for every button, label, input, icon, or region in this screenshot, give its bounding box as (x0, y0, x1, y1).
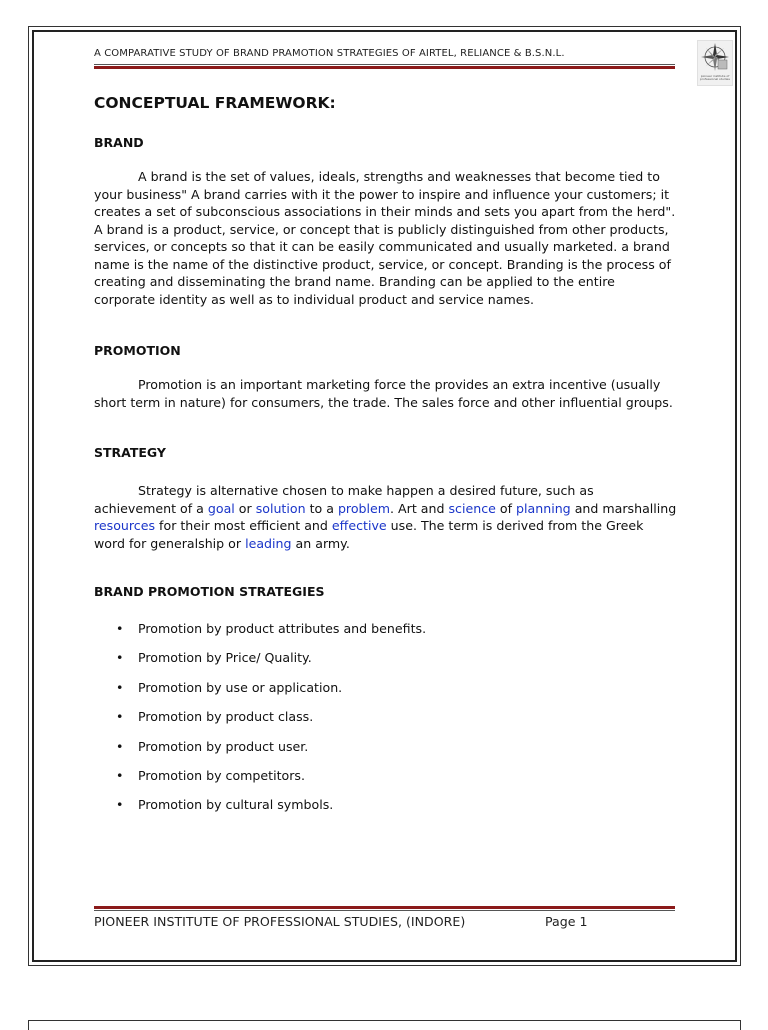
paragraph-promotion-text: Promotion is an important marketing force the provides an extra incentive (usually short term in nature) for consumers, the trade. The sales force and other influential groups. (94, 377, 673, 410)
list-item-text: Promotion by product class. (138, 709, 314, 725)
bullet-dot: • (116, 767, 124, 783)
list-item (94, 796, 674, 825)
link-solution[interactable]: solution (255, 500, 306, 516)
running-header-title: A COMPARATIVE STUDY OF BRAND PRAMOTION STRATEGIES OF AIRTEL, RELIANCE & B.S.N.L. (94, 48, 565, 59)
paragraph-strategy (94, 482, 678, 552)
section-title-brand: BRAND (94, 135, 144, 150)
logo-caption: pioneer institute of professional studies (700, 74, 730, 81)
bullet-dot: • (116, 738, 124, 754)
section-title-brand-promotion-strategies: BRAND PROMOTION STRATEGIES (94, 584, 325, 599)
paragraph-brand (94, 168, 678, 308)
header-rule-thin (94, 64, 675, 65)
link-planning[interactable]: planning (516, 500, 571, 516)
compass-rose-logo-icon (698, 41, 732, 75)
list-item (94, 649, 674, 678)
footer-institute: PIONEER INSTITUTE OF PROFESSIONAL STUDIES, (INDORE) (94, 914, 466, 929)
list-item-text: Promotion by competitors. (138, 767, 305, 783)
strategy-text: an army. (291, 535, 350, 551)
link-goal[interactable]: goal (207, 500, 235, 516)
bullet-dot: • (116, 709, 124, 725)
strategy-text: use. The term is derived from the Greek word for generalship or (94, 518, 644, 551)
list-item (94, 620, 674, 649)
strategy-bullet-list (94, 620, 674, 826)
list-item-text: Promotion by use or application. (138, 679, 343, 695)
strategy-text: of (495, 500, 517, 516)
link-resources[interactable]: resources (94, 518, 156, 533)
link-problem[interactable]: problem (337, 500, 391, 516)
strategy-text: and marshalling (570, 500, 677, 516)
footer-page-number: Page 1 (545, 914, 588, 929)
strategy-text: to a (305, 500, 338, 516)
next-page-edge (28, 1020, 741, 1030)
link-science[interactable]: science (448, 500, 496, 516)
paragraph-promotion (94, 376, 678, 411)
header-rule-red (94, 66, 675, 69)
strategy-text: or (234, 500, 256, 516)
list-item-text: Promotion by cultural symbols. (138, 797, 334, 813)
strategy-text: for their most efficient and (155, 518, 332, 533)
strategy-text: Strategy is alternative chosen to make happen a desired future, such as achievement of a (94, 483, 594, 516)
footer-rule-thin (94, 910, 675, 911)
footer-rule-red (94, 906, 675, 909)
page-heading: CONCEPTUAL FRAMEWORK: (94, 94, 336, 112)
section-title-strategy: STRATEGY (94, 445, 166, 460)
strategy-text: . Art and (390, 500, 449, 516)
list-item (94, 679, 674, 708)
institute-logo (697, 40, 733, 86)
bullet-dot: • (116, 679, 124, 695)
list-item (94, 708, 674, 737)
list-item-text: Promotion by product user. (138, 738, 309, 754)
list-item (94, 767, 674, 796)
list-item-text: Promotion by Price/ Quality. (138, 650, 312, 666)
link-effective[interactable]: effective (331, 518, 387, 533)
list-item-text: Promotion by product attributes and benefits. (138, 621, 427, 636)
list-item (94, 738, 674, 767)
paragraph-brand-text: A brand is the set of values, ideals, strengths and weaknesses that become tied to your business" A brand carries with it the power to inspire and influence your customers; it creates a set of subconscious associations in their minds and sets you apart from the herd". A brand is a product, service, or concept that is publicly distinguished from other products, services, or concepts so that it can be easily communicated and usually marketed. a brand name is the name of the distinctive product, service, or concept. Branding is the process of creating and disseminating the brand name. Branding can be applied to the entire corporate identity as well as to individual product and service names. (94, 169, 676, 307)
bullet-dot: • (116, 650, 124, 666)
section-title-promotion: PROMOTION (94, 343, 181, 358)
bullet-dot: • (116, 621, 124, 636)
link-leading[interactable]: leading (245, 535, 292, 551)
bullet-dot: • (116, 797, 124, 813)
